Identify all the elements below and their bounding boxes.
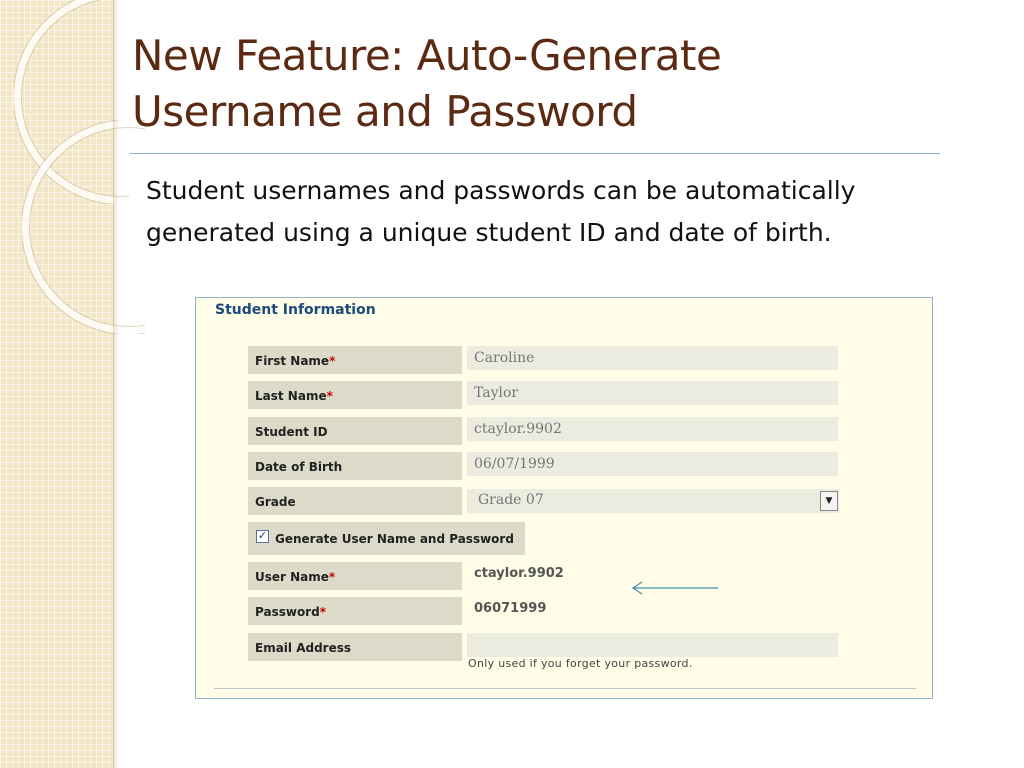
required-mark: * (326, 389, 333, 403)
panel-divider (214, 688, 916, 689)
student-id-input[interactable] (467, 417, 838, 441)
section-title: Student Information (215, 302, 376, 318)
title-divider (130, 153, 940, 154)
slide-body-text (146, 170, 936, 254)
first-name-input[interactable] (467, 346, 838, 370)
slide-title-line2: Username and Password (132, 87, 638, 136)
username-label: User Name* (248, 562, 462, 590)
student-id-label: Student ID (248, 417, 462, 445)
required-mark: * (319, 605, 326, 619)
required-mark: * (329, 354, 336, 368)
grade-selected-value: Grade 07 (478, 492, 544, 508)
required-mark: * (328, 570, 336, 584)
grade-label: Grade (248, 487, 462, 515)
generate-credentials-label: Generate User Name and Password (275, 532, 514, 546)
arrow-left-icon (630, 580, 722, 598)
email-hint: Only used if you forget your password. (468, 657, 693, 670)
password-label: Password* (248, 597, 462, 625)
last-name-label: Last Name* (248, 381, 462, 409)
slide-title (132, 28, 992, 140)
body-line1: Student usernames and passwords can be automatically (146, 176, 856, 205)
dob-input[interactable] (467, 452, 838, 476)
dob-label: Date of Birth (248, 452, 462, 480)
first-name-label: First Name* (248, 346, 462, 374)
email-input[interactable] (467, 633, 838, 657)
generate-credentials-row[interactable] (248, 522, 525, 555)
body-line2: generated using a unique student ID and date of birth. (146, 218, 832, 247)
last-name-input[interactable] (467, 381, 838, 405)
password-value: 06071999 (474, 601, 547, 616)
decorative-left-strip (0, 0, 114, 768)
slide-title-line1: New Feature: Auto-Generate (132, 31, 722, 80)
username-value: ctaylor.9902 (474, 566, 564, 581)
grade-select[interactable] (467, 489, 839, 513)
student-information-panel (195, 297, 933, 699)
email-label: Email Address (248, 633, 462, 661)
generate-credentials-checkbox[interactable]: ✓ (257, 530, 268, 542)
chevron-down-icon[interactable]: ▼ (820, 491, 838, 511)
